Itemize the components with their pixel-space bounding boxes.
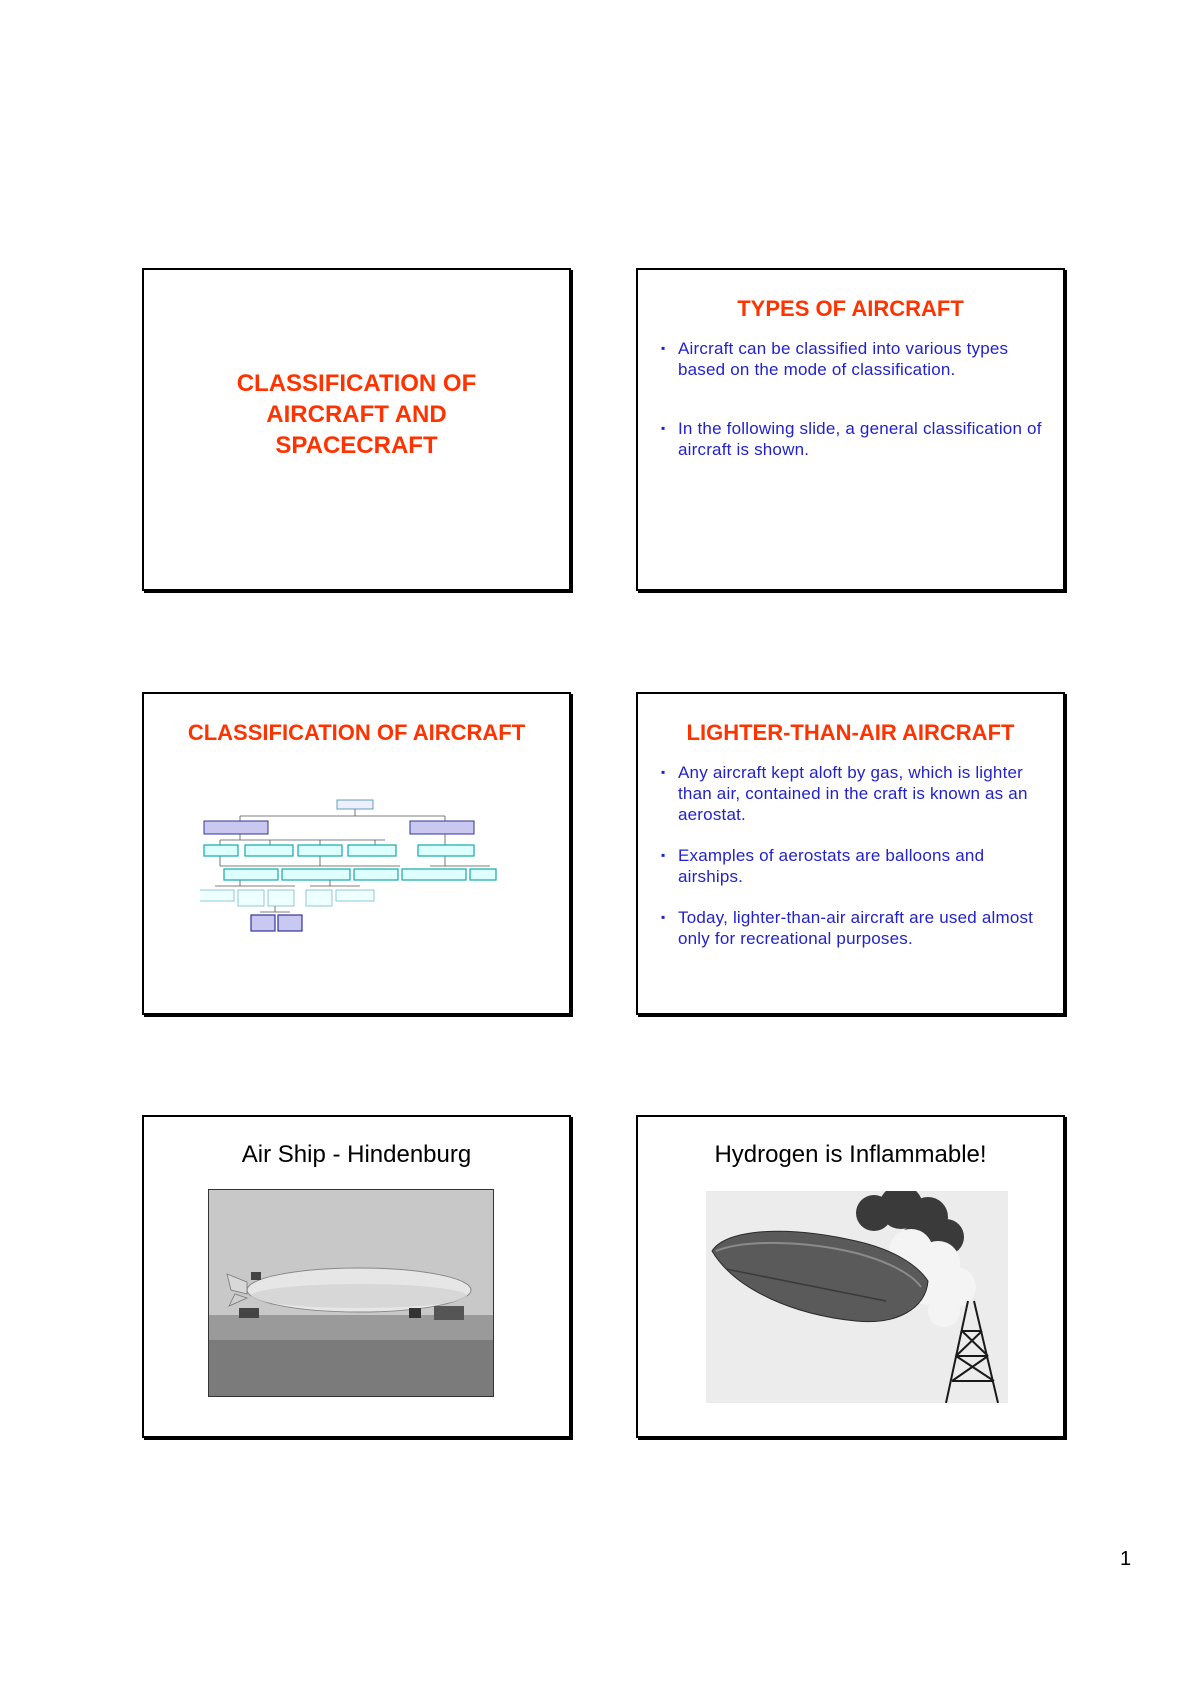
bullet-item: ▪ Any aircraft kept aloft by gas, which is lighter than air, contained in the craft is known as an aerostat. (678, 762, 1053, 825)
slide-classification-diagram (142, 692, 571, 1015)
slide-2-bullets (638, 338, 1063, 460)
slide-types-of-aircraft (636, 268, 1065, 591)
slide-2-title: TYPES OF AIRCRAFT (737, 296, 964, 321)
slide-5-title: Air Ship - Hindenburg (241, 1141, 472, 1168)
bullet-item: ▪ In the following slide, a general classification of aircraft is shown. (678, 418, 1053, 460)
slide-hydrogen-inflammable (636, 1115, 1065, 1438)
slide-hindenburg (142, 1115, 571, 1438)
classification-tree-diagram (200, 794, 510, 949)
slide-4-bullets (638, 762, 1063, 949)
classification-tree-svg (200, 794, 510, 949)
slide-title-classification (142, 268, 571, 591)
bullet-item: ▪ Examples of aerostats are balloons and airships. (678, 845, 1053, 887)
hindenburg-fire-photo (706, 1191, 1008, 1403)
page-number: 1 (1120, 1548, 1132, 1570)
slide-1-title: CLASSIFICATION OF AIRCRAFT AND SPACECRAFT (236, 370, 477, 459)
bullet-item: ▪ Aircraft can be classified into various types based on the mode of classification. (678, 338, 1053, 380)
hindenburg-airship-photo (208, 1189, 494, 1397)
slide-4-title: LIGHTER-THAN-AIR AIRCRAFT (686, 720, 1015, 745)
slide-3-title: CLASSIFICATION OF AIRCRAFT (187, 720, 526, 745)
slide-lighter-than-air (636, 692, 1065, 1015)
bullet-item: ▪ Today, lighter-than-air aircraft are used almost only for recreational purposes. (678, 907, 1053, 949)
slide-6-title: Hydrogen is Inflammable! (714, 1141, 987, 1168)
